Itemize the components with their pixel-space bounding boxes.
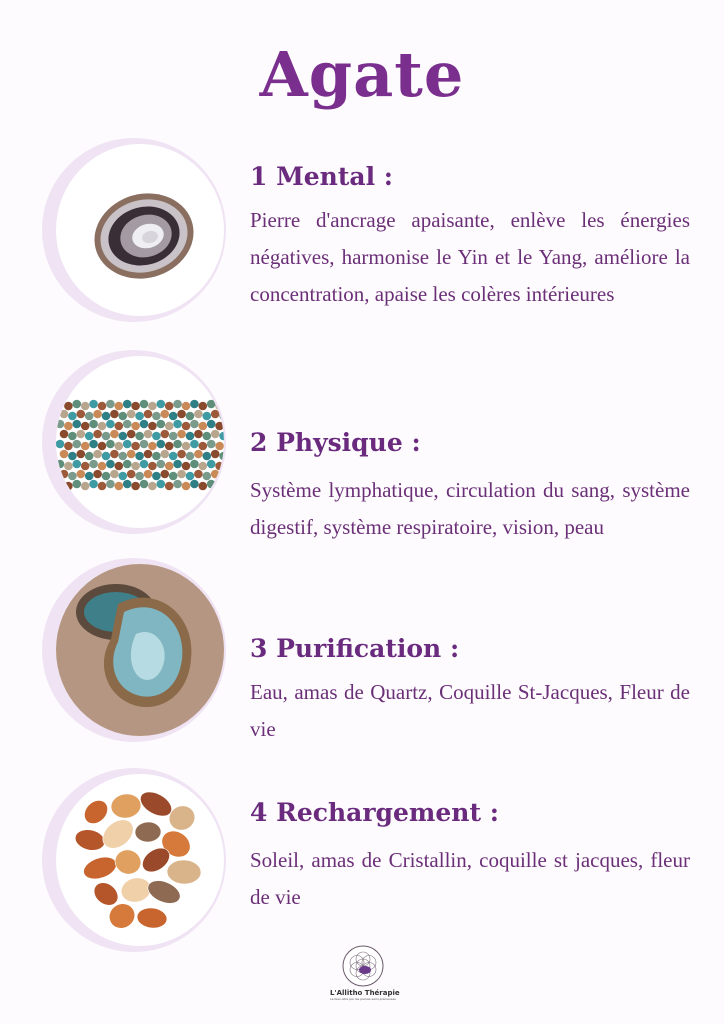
section-4-heading: 4 Rechargement : bbox=[250, 798, 499, 827]
section-1-image bbox=[42, 138, 226, 322]
section-1-text: Pierre d'ancrage apaisante, enlève les énergies négatives, harmonise le Yin et le Yang, améliore la concentration, apaise les colères intérieures bbox=[250, 208, 690, 306]
section-3-text: Eau, amas de Quartz, Coquille St-Jacques, Fleur de vie bbox=[250, 680, 690, 741]
section-4-image bbox=[42, 768, 226, 952]
section-2-heading: 2 Physique : bbox=[250, 428, 421, 457]
brand-logo bbox=[330, 944, 400, 1004]
page-title: Agate bbox=[259, 38, 465, 111]
section-3-heading: 3 Purification : bbox=[250, 634, 460, 663]
geode-pendant-icon bbox=[56, 564, 224, 736]
flower-of-life-icon bbox=[341, 944, 385, 988]
section-1-heading: 1 Mental : bbox=[250, 162, 394, 191]
section-2-text: Système lymphatique, circulation du sang, système digestif, système respiratoire, vision, peau bbox=[250, 478, 690, 539]
logo-name: L'Allitho Thérapie bbox=[330, 989, 400, 997]
bead-strands-icon bbox=[56, 356, 224, 528]
agate-geode-icon bbox=[56, 144, 224, 316]
section-3-image bbox=[42, 558, 226, 742]
section-4-text: Soleil, amas de Cristallin, coquille st jacques, fleur de vie bbox=[250, 848, 690, 909]
tumbled-stones-icon bbox=[56, 774, 224, 946]
section-2-image bbox=[42, 350, 226, 534]
logo-tagline: Le bien-être par les pierres semi-précieuses bbox=[330, 997, 396, 1001]
